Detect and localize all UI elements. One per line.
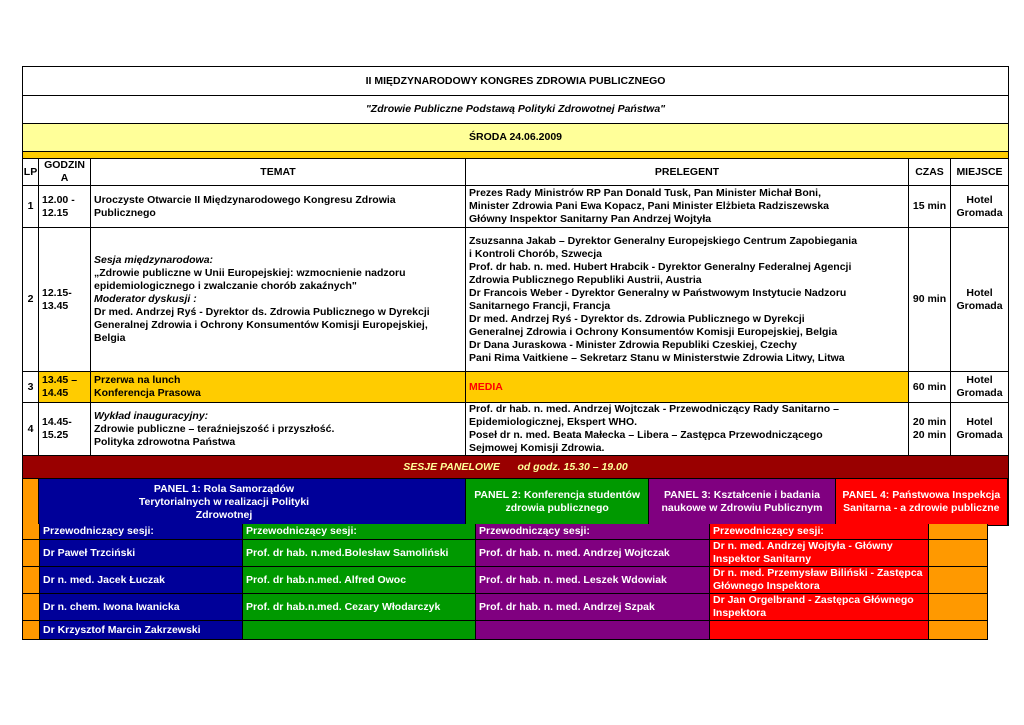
row-duration: 20 min 20 min: [909, 403, 951, 456]
col-prelegent: PRELEGENT: [466, 159, 909, 186]
congress-subtitle: "Zdrowie Publiczne Podstawą Polityki Zdrowotnej Państwa": [23, 96, 1009, 124]
sessions-band: [23, 456, 1009, 479]
program-table: [22, 66, 1009, 526]
row-duration: 15 min: [909, 186, 951, 228]
row-duration: 60 min: [909, 372, 951, 403]
panel-1-chair: Dr n. med. Jacek Łuczak: [40, 567, 243, 593]
panel-3-chair: Przewodniczący sesji:: [476, 524, 710, 539]
panel-1-chair: Dr Paweł Trzciński: [40, 540, 243, 566]
row-time: 13.45 – 14.45: [39, 372, 91, 403]
row-topic: Uroczyste Otwarcie II Międzynarodowego Kongresu Zdrowia Publicznego: [91, 186, 466, 228]
row-topic: Wykład inauguracyjny: Zdrowie publiczne – teraźniejszość i przyszłość. Polityka zdrowotna Państwa: [91, 403, 466, 456]
chair-label-row: [22, 524, 988, 540]
agenda-row-2: [23, 228, 1009, 372]
row-topic: Przerwa na lunch Konferencja Prasowa: [91, 372, 466, 403]
panel-3-chair: Prof. dr hab. n. med. Andrzej Szpak: [476, 594, 710, 620]
row-speakers: MEDIA: [466, 372, 909, 403]
agenda-row-1: [23, 186, 1009, 228]
panel-4-chair: Dr n. med. Przemysław Biliński - Zastępca Głównego Inspektora: [710, 567, 929, 593]
panel-2-title: PANEL 2: Konferencja studentów zdrowia publicznego: [466, 479, 649, 525]
col-temat: TEMAT: [91, 159, 466, 186]
col-miejsce: MIEJSCE: [951, 159, 1009, 186]
chair-row: [22, 621, 988, 640]
chair-row: [22, 594, 988, 621]
row-lp: 2: [23, 228, 39, 372]
row-time: 12.15- 13.45: [39, 228, 91, 372]
row-speakers: Zsuzsanna Jakab – Dyrektor Generalny Europejskiego Centrum Zapobiegania i Kontroli Chorób, Szwecja Prof. dr hab. n. med. Hubert Hrabcik - Dyrektor Generalny Federalnej Agencji Zdrowia Publicznego Republiki Austrii, Austria Dr Francois Weber - Dyrektor Generalny w Państwowym Instytucie Nadzoru Sanitarnego Francji, Francja Dr med. Andrzej Ryś - Dyrektor ds. Zdrowia Publicznego w Dyrekcji Generalnej Zdrowia i Ochrony Konsumentów Komisji Europejskiej, Belgia Dr Dana Juraskowa - Minister Zdrowia Republiki Czeskiej, Czechy Pani Rima Vaitkiene – Sekretarz Stanu w Ministerstwie Zdrowia Litwy, Litwa: [466, 228, 909, 372]
row-venue: Hotel Gromada: [951, 372, 1009, 403]
row-venue: Hotel Gromada: [951, 228, 1009, 372]
agenda-row-3: [23, 372, 1009, 403]
row-time: 12.00 - 12.15: [39, 186, 91, 228]
col-czas: CZAS: [909, 159, 951, 186]
col-godzina: GODZIN A: [39, 159, 91, 186]
panel-4-title: PANEL 4: Państwowa Inspekcja Sanitarna - a zdrowie publiczne: [836, 479, 1008, 525]
date-row: [23, 124, 1009, 152]
panel-1-chair: Dr n. chem. Iwona Iwanicka: [40, 594, 243, 620]
panel-4-chair: Dr Jan Orgelbrand - Zastępca Głównego Inspektora: [710, 594, 929, 620]
panel-2-chair: Prof. dr hab.n.med. Cezary Włodarczyk: [243, 594, 476, 620]
row-venue: Hotel Gromada: [951, 403, 1009, 456]
row-time: 14.45- 15.25: [39, 403, 91, 456]
subtitle-row: [23, 96, 1009, 124]
col-lp: LP: [23, 159, 39, 186]
row-topic: Sesja międzynarodowa: „Zdrowie publiczne w Unii Europejskiej: wzmocnienie nadzoru epidemiologicznego i zwalczanie chorób zakaźnych" Moderator dyskusji : Dr med. Andrzej Ryś - Dyrektor ds. Zdrowia Publicznego w Dyrekcji Generalnej Zdrowia i Ochrony Konsumentów Komisji Europejskiej, Belgia: [91, 228, 466, 372]
panel-2-chair: Przewodniczący sesji:: [243, 524, 476, 539]
panel-2-chair: Prof. dr hab.n.med. Alfred Owoc: [243, 567, 476, 593]
panel-4-chair: Przewodniczący sesji:: [710, 524, 929, 539]
panel-1-chair: Dr Krzysztof Marcin Zakrzewski: [40, 621, 243, 639]
agenda-row-4: [23, 403, 1009, 456]
panel-1-chair: Przewodniczący sesji:: [40, 524, 243, 539]
panel-3-title: PANEL 3: Kształcenie i badania naukowe w Zdrowiu Publicznym: [649, 479, 835, 525]
panel-3-chair: Prof. dr hab. n. med. Andrzej Wojtczak: [476, 540, 710, 566]
panel-4-chair: Dr n. med. Andrzej Wojtyła - Główny Inspektor Sanitarny: [710, 540, 929, 566]
panel-3-chair: Prof. dr hab. n. med. Leszek Wdowiak: [476, 567, 710, 593]
chair-row: [22, 540, 988, 567]
panel-2-chair: [243, 621, 476, 639]
title-row: [23, 67, 1009, 96]
row-speakers: Prof. dr hab. n. med. Andrzej Wojtczak - Przewodniczący Rady Sanitarno – Epidemiologicznej, Ekspert WHO. Poseł dr n. med. Beata Małecka – Libera – Zastępca Przewodniczącego Sejmowej Komisji Zdrowia.: [466, 403, 909, 456]
panel-title-row: [23, 479, 1009, 526]
congress-title: II MIĘDZYNARODOWY KONGRES ZDROWIA PUBLICZNEGO: [23, 67, 1009, 96]
chair-row: [22, 567, 988, 594]
sessions-label: SESJE PANELOWE od godz. 15.30 – 19.00: [23, 456, 1009, 479]
row-lp: 4: [23, 403, 39, 456]
row-lp: 1: [23, 186, 39, 228]
panel-4-chair: [710, 621, 929, 639]
row-speakers: Prezes Rady Ministrów RP Pan Donald Tusk, Pan Minister Michał Boni, Minister Zdrowia Pani Ewa Kopacz, Pani Minister Elżbieta Radziszewska Główny Inspektor Sanitarny Pan Andrzej Wojtyła: [466, 186, 909, 228]
panel-2-chair: Prof. dr hab. n.med.Bolesław Samoliński: [243, 540, 476, 566]
panel-1-title: PANEL 1: Rola Samorządów Terytorialnych w realizacji Polityki Zdrowotnej: [39, 479, 466, 526]
panel-3-chair: [476, 621, 710, 639]
row-duration: 90 min: [909, 228, 951, 372]
row-venue: Hotel Gromada: [951, 186, 1009, 228]
day-date: ŚRODA 24.06.2009: [23, 124, 1009, 152]
column-header-row: [23, 159, 1009, 186]
panel-chairs-grid: [22, 524, 988, 640]
row-lp: 3: [23, 372, 39, 403]
spacer-band: [23, 152, 1009, 159]
